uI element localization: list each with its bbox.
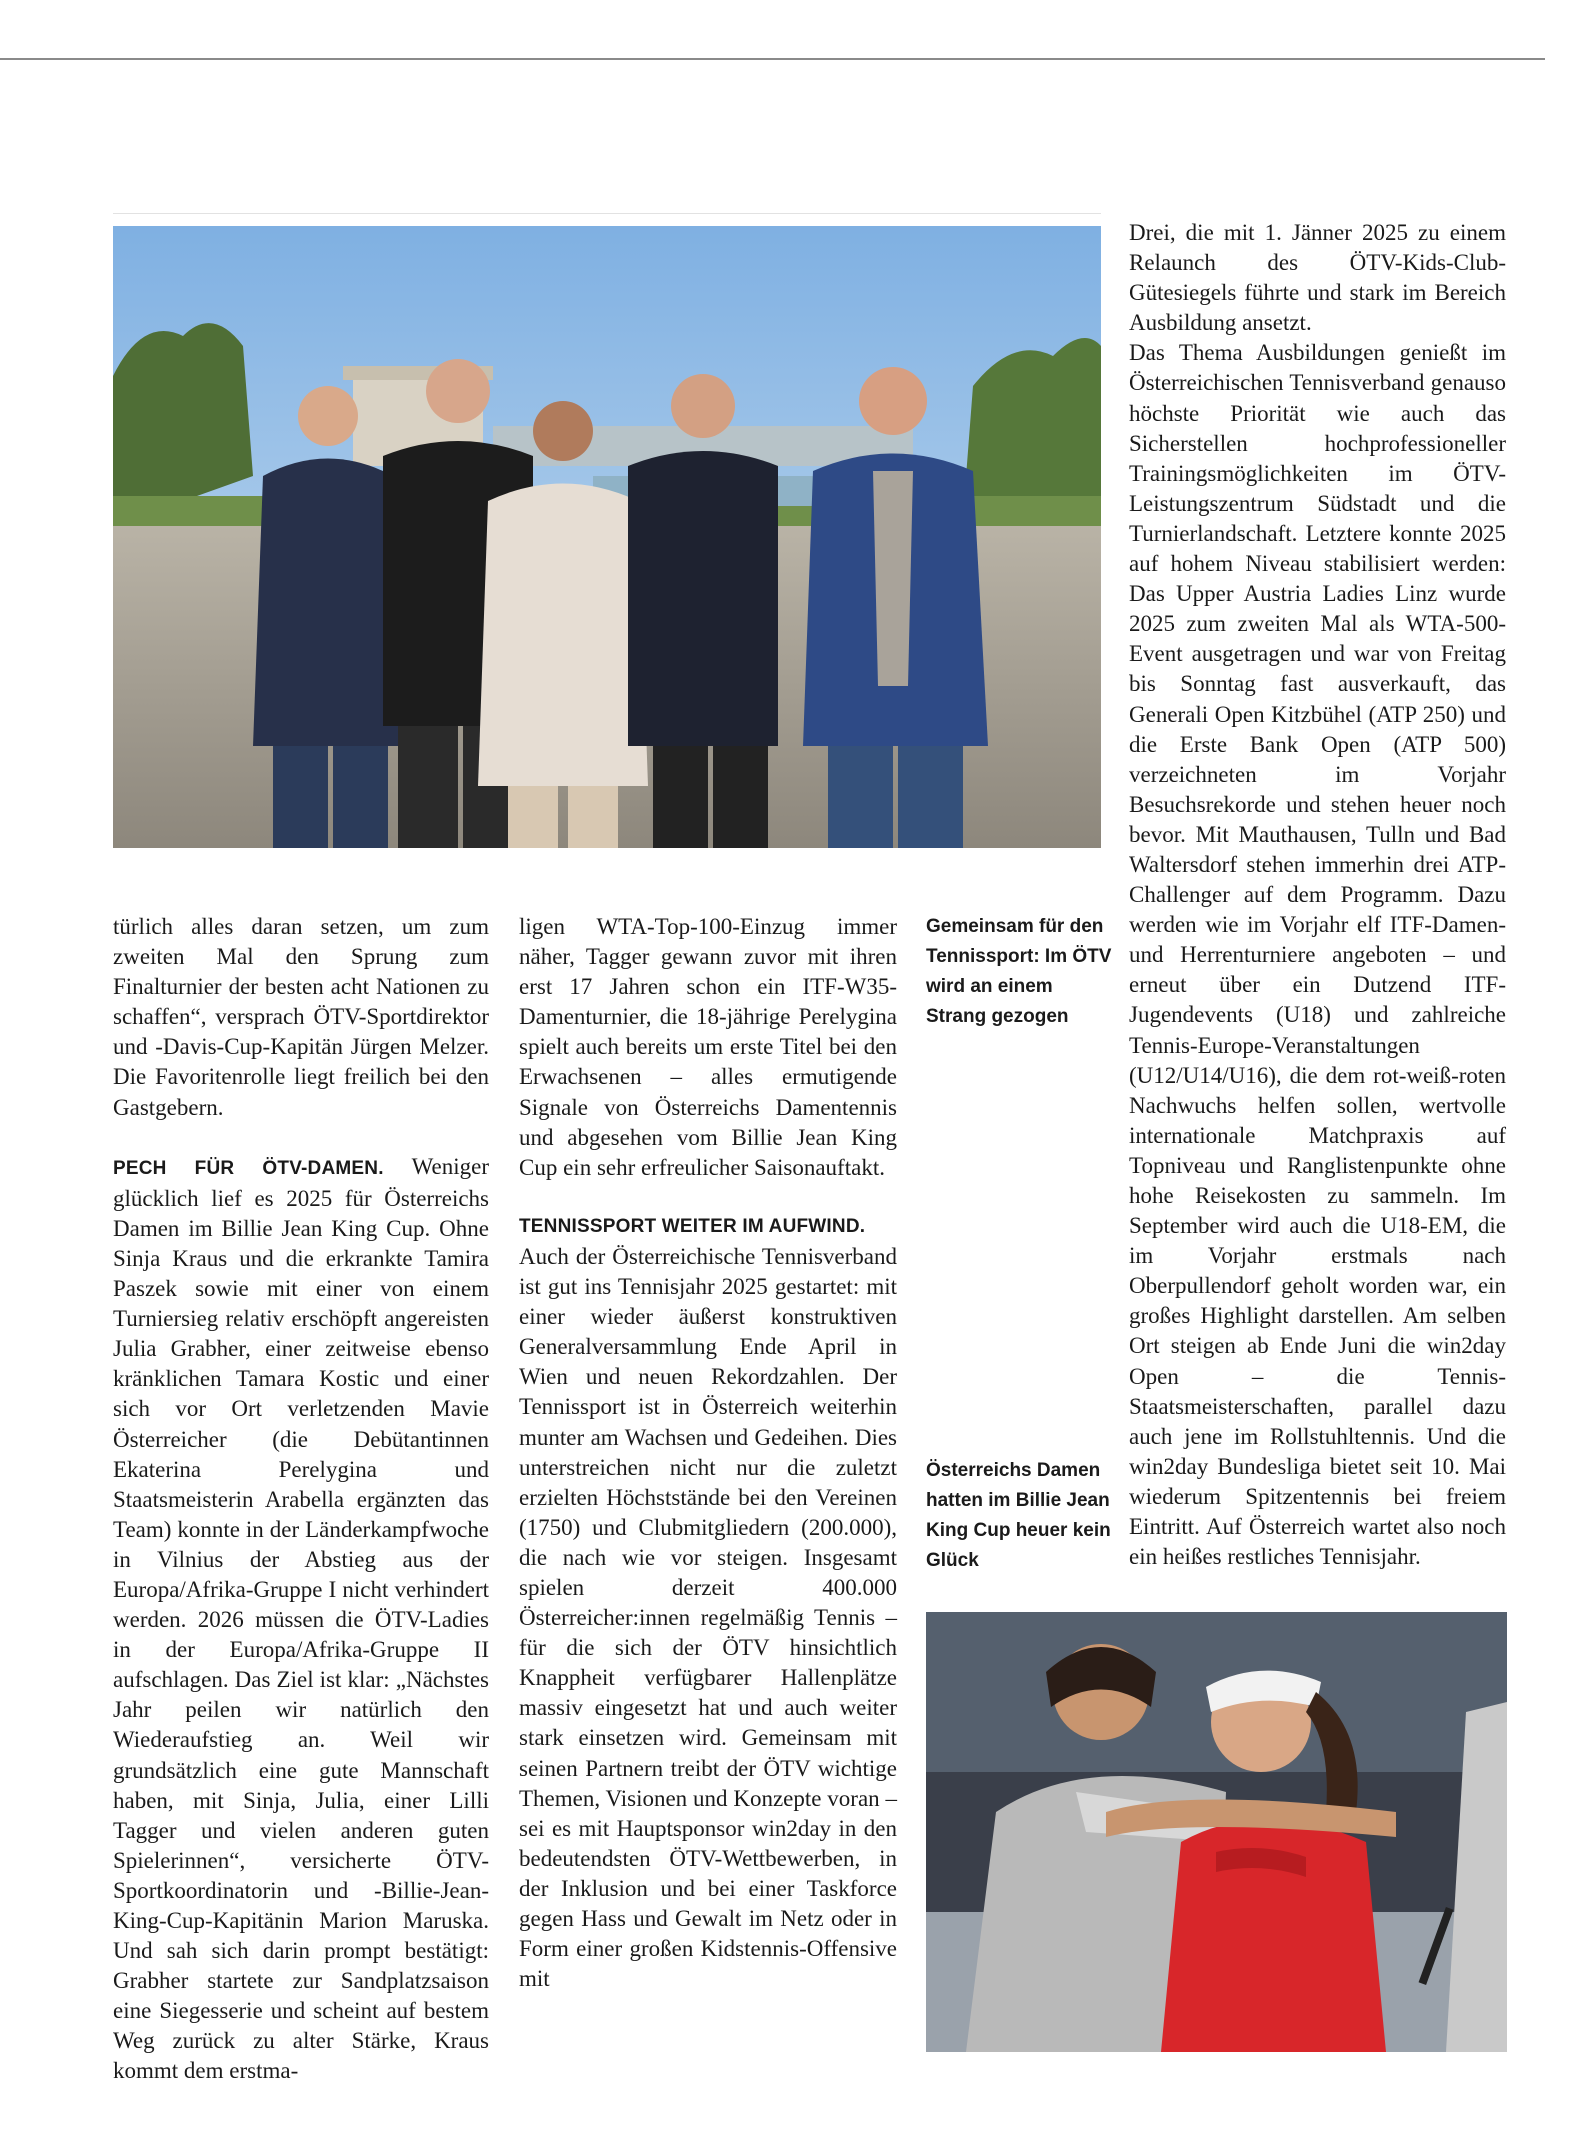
section-heading-aufwind: TENNISSPORT WEITER IM AUFWIND. — [519, 1215, 866, 1237]
col1-paragraph-2 — [113, 1152, 489, 2087]
article-column-1 — [113, 912, 489, 2087]
section-heading-pech: PECH FÜR ÖTV-DAMEN. — [113, 1157, 384, 1179]
col1-paragraph-1: türlich alles daran setzen, um zum zweiten Mal den Sprung zum Finalturnier der besten acht Nationen zu schaffen“, versprach ÖTV-Sportdirektor und -Davis-Cup-Kapitän Jürgen Melzer. Die Favoritenrolle liegt freilich bei den Gastgebern. — [113, 914, 489, 1120]
col4-paragraph-1: Drei, die mit 1. Jänner 2025 zu einem Relaunch des ÖTV-Kids-Club-Gütesiegels führte und stark im Bereich Ausbildung ansetzt. — [1129, 220, 1506, 336]
col2-paragraph-2: Auch der Österreichische Tennisverband ist gut ins Tennisjahr 2025 gestartet: mit einer wieder äußerst konstruktiven Generalversammlung Ende April in Wien und neuen Rekordzahlen. Der Tennissport ist in Österreich weiterhin munter am Wachsen und Gedeihen. Dies unterstreichen nicht nur die zuletzt erzielten Höchststände bei den Vereinen (1750) und Clubmitgliedern (200.000), die nach wie vor steigen. Insgesamt spielen derzeit 400.000 Österreicher:innen regelmäßig Tennis – für die sich der ÖTV hinsichtlich Knappheit verfügbarer Hallenplätze massiv eingesetzt hat und auch weiter stark einsetzen wird. Gemeinsam mit seinen Partnern treibt der ÖTV wichtige Themen, Visionen und Konzepte voran – sei es mit Hauptsponsor win2day in den bedeutendsten ÖTV-Wettbewerben, in der Inklusion und bei einer Taskforce gegen Hass und Gewalt im Netz oder in Form einer großen Kidstennis-Offensive mit — [519, 1243, 897, 1992]
article-column-2 — [519, 912, 897, 1994]
article-column-4 — [1129, 218, 1506, 1572]
top-rule — [0, 58, 1545, 60]
tennis-players-photo — [926, 1612, 1507, 2052]
paragraph-gap — [113, 1123, 489, 1152]
col1-paragraph-2-text: Weniger glücklich lief es 2025 für Österreichs Damen im Billie Jean King Cup. Ohne Sinja Kraus und die erkrankte Tamira Paszek sowie mit einer von einem Turniersieg relativ erschöpft angereisten Julia Grabher, einer zeitweise ebenso kränklichen Tamara Kostic und einer sich vor Ort verletzenden Mavie Österreicher (die Debütantinnen Ekaterina Perelygina und Staatsmeisterin Arabella ergänzten das Team) konnte in der Länderkampfwoche in Vilnius der Abstieg aus der Europa/Afrika-Gruppe I nicht verhindert werden. 2026 müssen die ÖTV-Ladies in der Europa/Afrika-Gruppe II aufschlagen. Das Ziel ist klar: „Nächstes Jahr peilen wir natürlich den Wiederaufstieg an. Weil wir grundsätzlich eine gute Mannschaft haben, mit Sinja, Julia, einer Lilli Tagger und vielen anderen guten Spielerinnen“, versicherte ÖTV-Sportkoordinatorin und -Billie-Jean-King-Cup-Kapitänin Marion Maruska. Und sah sich darin prompt bestätigt: Grabher startete zur Sandplatzsaison eine Siegesserie und scheint auf bestem Weg zurück zu alter Stärke, Kraus kommt dem erstma- — [113, 1153, 489, 2084]
col2-paragraph-1: ligen WTA-Top-100-Einzug immer näher, Tagger gewann zuvor mit ihren erst 17 Jahren schon ein ITF-W35-Damenturnier, die 18-jährige Perelygina spielt auch bereits um erste Titel bei den Erwachsenen – alles ermutigende Signale von Österreichs Damentennis und abgesehen vom Billie Jean King Cup ein sehr erfreulicher Saisonauftakt. — [519, 914, 897, 1180]
tennis-photo-caption: Österreichs Damen hatten im Billie Jean King Cup heuer kein Glück — [926, 1460, 1111, 1571]
paragraph-gap — [519, 1183, 897, 1212]
photo-top-rule — [113, 213, 1101, 214]
group-photo — [113, 226, 1101, 848]
col4-paragraph-2: Das Thema Ausbildungen genießt im Österreichischen Tennisverband genauso höchste Priorität wie auch das Sicherstellen hochprofessioneller Trainingsmöglichkeiten im ÖTV-Leistungszentrum Südstadt und die Turnierlandschaft. Letztere konnte 2025 auf hohem Niveau stabilisiert werden: Das Upper Austria Ladies Linz wurde 2025 zum zweiten Mal als WTA-500-Event ausgetragen und war von Freitag bis Sonntag fast ausverkauft, das Generali Open Kitzbühel (ATP 250) und die Erste Bank Open (ATP 500) verzeichneten im Vorjahr Besuchsrekorde und stehen heuer noch bevor. Mit Mauthausen, Tulln und Bad Waltersdorf stehen immerhin drei ATP-Challenger auf dem Programm. Dazu werden wie im Vorjahr elf ITF-Damen- und Herrenturniere angeboten – und erneut über ein Dutzend ITF-Jugendevents (U18) und zahlreiche Tennis-Europe-Veranstaltungen (U12/U14/U16), die dem rot-weiß-roten Nachwuchs helfen sollen, wertvolle internationale Matchpraxis auf Topniveau und Ranglistenpunkte ohne hohe Reisekosten zu sammeln. Im September wird auch die U18-EM, die im Vorjahr erstmals nach Oberpullendorf geholt worden war, ein großes Highlight darstellen. Am selben Ort steigen ab Ende Juni die win2day Open – die Tennis-Staatsmeisterschaften, parallel dazu auch jene im Rollstuhltennis. Und die win2day Bundesliga bietet seit 10. Mai wiederum Spitzentennis bei freiem Eintritt. Auf Österreich wartet also noch ein heißes restliches Tennisjahr. — [1129, 340, 1506, 1570]
group-photo-caption: Gemeinsam für den Tennissport: Im ÖTV wird an einem Strang gezogen — [926, 916, 1112, 1027]
